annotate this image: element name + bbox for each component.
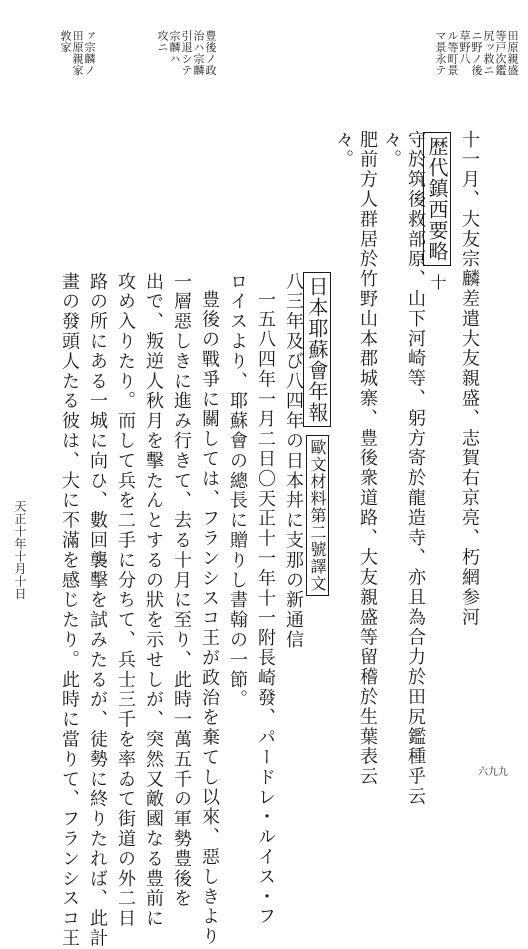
text-column-14: 畫の發頭人たる彼は、大に不滿を感じたり。此時に當りて、フランシスコ王 bbox=[59, 272, 80, 949]
text-column-8: ロイスより、耶蘇會の總長に贈りし書翰の一節。 bbox=[227, 272, 248, 710]
margin-note-1: 田原親盛 bbox=[506, 30, 519, 76]
heading-1-suffix: 十 bbox=[428, 274, 447, 291]
text-column-1: 十一月、大友宗麟差遣大友親盛、志賀右京亮、朽網参河 bbox=[459, 130, 480, 628]
heading-2-suffix: 歐文材料第二號譯文 bbox=[306, 435, 329, 596]
side-note-6: 敦家 bbox=[59, 30, 72, 53]
margin-note-5: 草野八 bbox=[458, 30, 471, 65]
side-note-1: 豊後ノ政 bbox=[204, 30, 217, 76]
margin-note-3: 尻ッ救ニ bbox=[482, 30, 495, 76]
margin-note-7: マ景永テ bbox=[434, 30, 447, 76]
text-column-2: 守於筑後救部原、山下河崎等、躬方寄於龍造寺、亦且為合力於田尻鑑種乎云 bbox=[405, 130, 426, 807]
text-column-5: 々。 bbox=[333, 130, 354, 170]
text-column-3: 々。 bbox=[381, 130, 402, 170]
heading-1-box: 歴代鎮西要略 bbox=[423, 132, 451, 266]
side-note-5: 攻ニ bbox=[156, 30, 169, 53]
side-note-4: 宗麟ハ bbox=[168, 30, 181, 65]
margin-note-4: ニ野ノ後 bbox=[470, 30, 483, 76]
page-number: 六九九 bbox=[478, 767, 508, 778]
text-column-7: 一五八四年一月二日〇天正十一年十一附長崎發、パードレ・ルイス・フ bbox=[255, 290, 276, 927]
text-column-11: 出で、叛逆人秋月を擊たんとするの狀を示せしが、突然又敵國なる豊前に bbox=[143, 272, 164, 929]
text-column-9: 豊後の戰爭に關しては、フランシスコ王が政治を棄てし以來、惡しきより bbox=[199, 290, 220, 947]
side-note-3: 引退シテ bbox=[180, 30, 193, 76]
text-column-10: 一層惡しきに進み行きて、去る十月に至り、此時一萬五千の軍勢豊後を bbox=[171, 272, 192, 909]
side-note-2: 治ハ宗麟 bbox=[192, 30, 205, 76]
side-note-7: 田原親家 bbox=[71, 30, 84, 76]
side-note-8: ァ宗麟ノ bbox=[83, 30, 96, 76]
section-heading-1 bbox=[423, 132, 452, 291]
text-column-4: 肥前方人群居於竹野山本郡城寨、豊後衆道路、大友親盛等留稽於生葉表云 bbox=[357, 130, 378, 787]
heading-2-box: 日本耶蘇會年報 bbox=[303, 272, 331, 427]
margin-note-2: 等戸次鑑 bbox=[494, 30, 507, 76]
text-column-6: 八三年及び八四年の日本丼に支那の新通信 bbox=[283, 272, 304, 651]
margin-note-6: ル等町景 bbox=[446, 30, 459, 76]
text-column-12: 攻め入りたり。而して兵を二手に分ちて、兵士三千を率ゐて街道の外二日 bbox=[115, 272, 136, 929]
text-column-13: 路の所にある一城に向ひ、數回襲擊を試みたるが、徒勢に終りたれば、此計 bbox=[87, 272, 108, 949]
section-heading-2 bbox=[303, 272, 332, 596]
footer-date: 天正十年十月十日 bbox=[13, 500, 27, 600]
